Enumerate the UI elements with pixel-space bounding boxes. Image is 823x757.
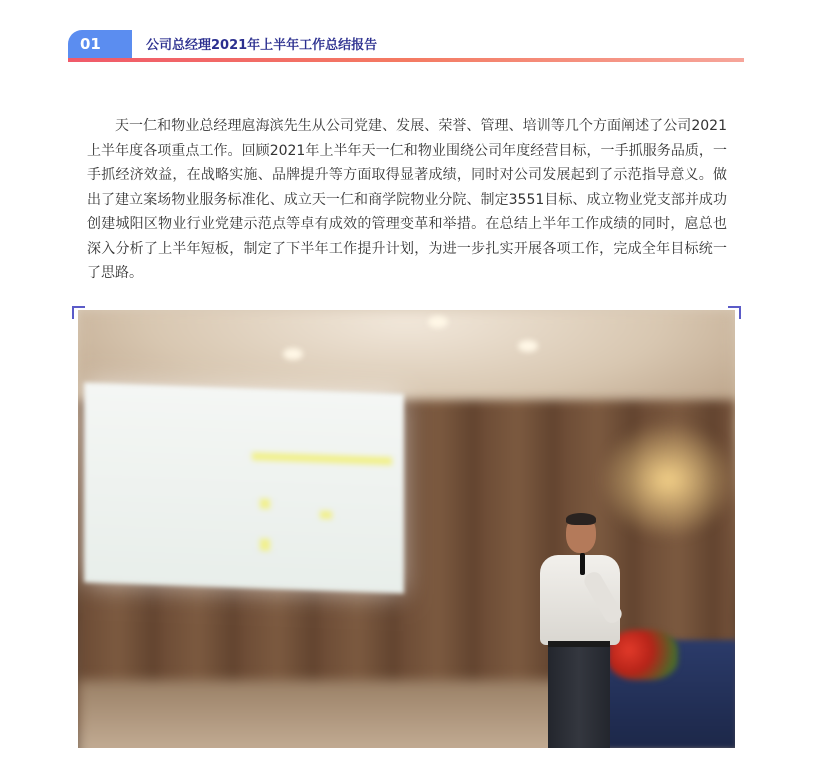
ceiling-light <box>283 348 303 360</box>
section-title: 公司总经理2021年上半年工作总结报告 <box>146 38 378 53</box>
microphone <box>580 553 585 575</box>
conference-photo <box>78 310 735 748</box>
header-underline <box>68 58 744 62</box>
body-paragraph: 天一仁和物业总经理扈海滨先生从公司党建、发展、荣誉、管理、培训等几个方面阐述了公司2021上半年度各项重点工作。回顾2021年上半年天一仁和物业围绕公司年度经营目标，一手抓服务品质，一手抓经济效益，在战略实施、品牌提升等方面取得显著成绩，同时对公司发展起到了示范指导意义。做出了建立案场物业服务标准化、成立天一仁和商学院物业分院、制定3551目标、成立物业党支部并成功创建城阳区物业行业党建示范点等卓有成效的管理变革和举措。在总结上半年工作成绩的同时，扈总也深入分析了上半年短板，制定了下半年工作提升计划，为进一步扎实开展各项工作，完成全年目标统一了思路。 <box>87 118 727 281</box>
projector-screen <box>84 382 404 593</box>
ceiling-light <box>518 340 538 352</box>
ceiling-light <box>428 316 448 328</box>
section-header <box>68 30 744 62</box>
speaker-figure <box>536 515 626 748</box>
section-number-badge: 01 <box>68 30 132 58</box>
